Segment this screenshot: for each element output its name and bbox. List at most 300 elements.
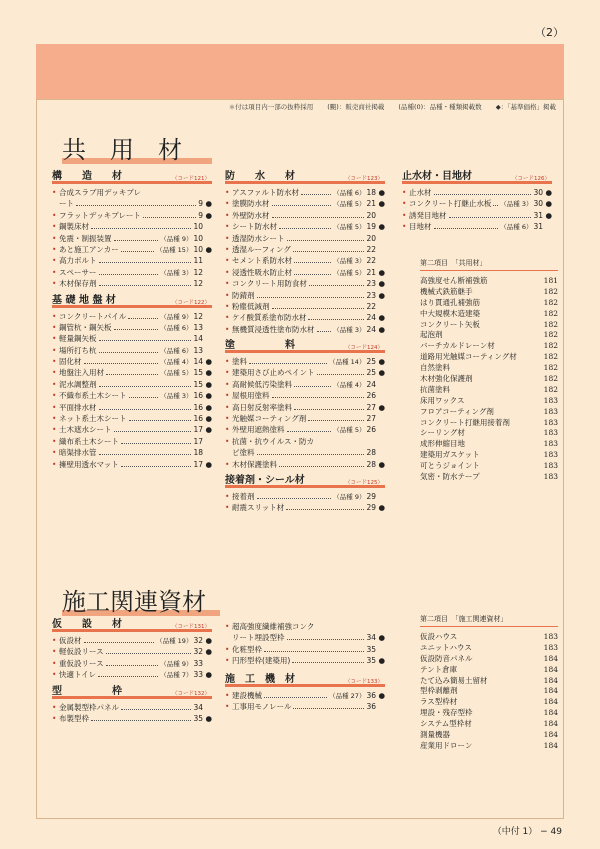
price-mark: ● (378, 313, 385, 323)
item-label: 鋼管杭・鋼矢板 (59, 322, 112, 332)
price-mark: ● (378, 279, 385, 289)
bullet-icon: • (52, 233, 57, 243)
leader-dots (143, 217, 196, 218)
item-page: 25 (366, 357, 376, 367)
item-label: 布製型枠 (59, 713, 89, 723)
bullet-icon: • (52, 244, 57, 254)
item-page: 32 (193, 647, 203, 657)
project-header: 第二項目 「施工関連資材」 (420, 614, 558, 627)
list-item (225, 436, 385, 447)
project-row (420, 428, 558, 439)
item-label: コンクリート用防食材 (232, 279, 307, 289)
item-page: 36 (366, 691, 376, 700)
price-mark: ● (205, 670, 212, 680)
item-label: 建設機械 (232, 691, 262, 700)
list-item (52, 635, 212, 646)
project-row (420, 407, 558, 418)
project-page: 183 (543, 417, 558, 427)
bullet-icon: • (52, 713, 57, 723)
section-title-text: 施工関連資材 (62, 588, 206, 616)
item-label: 軽量鋼矢板 (59, 334, 97, 344)
leader-dots (99, 409, 192, 410)
item-variety-count: （品種 7） (160, 671, 193, 680)
item-page: 14 (193, 357, 203, 367)
leader-dots (99, 352, 159, 353)
category-name: 止水材・目地材 (402, 171, 472, 182)
leader-dots (257, 498, 332, 499)
item-label: 塗膜防水材 (232, 199, 270, 209)
item-variety-count: （品種 3） (160, 268, 193, 277)
project-name: 測量機器 (420, 730, 450, 740)
leader-dots (308, 420, 364, 421)
leader-dots (91, 228, 191, 229)
project-row (420, 298, 558, 309)
item-label: 耐震スリット材 (232, 503, 285, 513)
category-section (52, 618, 212, 681)
category-header (225, 673, 385, 687)
category-code: （コード124） (345, 345, 383, 352)
leader-dots (434, 228, 499, 229)
bullet-icon: • (52, 402, 57, 412)
item-variety-count: （品種 5） (333, 268, 366, 277)
bullet-icon: • (225, 391, 230, 401)
project-row (420, 385, 558, 396)
project-name: 気密・防水テープ (420, 472, 480, 482)
list-item (52, 424, 212, 435)
price-mark: ● (378, 656, 385, 666)
leader-dots (264, 651, 364, 652)
item-label: 建築用さび止めペイント (232, 368, 315, 378)
leader-dots (272, 217, 365, 218)
item-label: シート防水材 (232, 222, 277, 232)
item-label: 木材保護塗料 (232, 459, 277, 469)
category-header (52, 618, 212, 632)
item-page: 26 (366, 391, 376, 401)
item-variety-count: （品種 3） (500, 200, 533, 209)
project-page: 184 (543, 697, 558, 707)
leader-dots (121, 443, 191, 444)
item-page: 21 (366, 267, 376, 277)
project-page: 183 (543, 406, 558, 416)
bullet-icon: • (225, 279, 230, 289)
project-name: 自然塗料 (420, 363, 450, 373)
price-mark: ● (378, 368, 385, 378)
project-name: 床用ワックス (420, 395, 465, 405)
legend-item: ＊付は項目内一部の抜粋採用 (228, 103, 314, 111)
item-label: 固化材 (59, 357, 82, 367)
project-name: 中大規模木造建築 (420, 308, 480, 318)
price-mark: ● (205, 368, 212, 378)
item-variety-count: （品種 3） (160, 392, 193, 401)
bullet-icon: • (225, 313, 230, 323)
list-item (52, 244, 212, 255)
item-variety-count: （品種 9） (333, 492, 366, 501)
project-row (420, 472, 558, 483)
project-name: はり貫通孔補強筋 (420, 297, 480, 307)
item-label: あと施工アンカー (59, 244, 119, 254)
project-page: 182 (543, 363, 558, 373)
project-page: 181 (543, 276, 558, 285)
leader-dots (98, 676, 158, 677)
item-page: 11 (193, 256, 203, 266)
project-row (420, 330, 558, 341)
item-page: 29 (366, 491, 376, 501)
project-name: 産業用ドローン (420, 740, 473, 750)
bullet-icon: • (225, 503, 230, 513)
item-label: アスファルト防水材 (232, 188, 300, 197)
item-page: 31 (533, 210, 543, 220)
price-mark: ● (205, 244, 212, 254)
category-code: （コード133） (345, 679, 383, 685)
item-page: 24 (366, 324, 376, 334)
list-item (225, 301, 385, 312)
project-page: 182 (543, 352, 558, 362)
column-bottom-middle-top (225, 621, 385, 667)
project-name: 起泡剤 (420, 330, 443, 340)
bullet-icon: • (225, 702, 230, 712)
item-page: 17 (193, 459, 203, 469)
price-mark: ● (205, 357, 212, 367)
project-name: 機械式鉄筋継手 (420, 286, 473, 296)
legend-item: ◆：「基準価格」掲載 (495, 103, 556, 111)
list-item (225, 255, 385, 266)
item-label: コンクリート打継止水板 (409, 199, 492, 209)
list-item (52, 198, 212, 209)
item-page: 18 (193, 448, 203, 458)
item-label: 無機質浸透性塗布防水材 (232, 324, 315, 334)
item-label: 透湿防水シート (232, 233, 285, 243)
leader-dots (287, 240, 365, 241)
item-variety-count: （品種 3） (333, 325, 366, 334)
project-page: 183 (543, 395, 558, 405)
bullet-icon: • (52, 279, 57, 289)
item-page: 35 (366, 656, 376, 666)
price-mark: ● (205, 647, 212, 657)
project-name: 抗菌塗料 (420, 384, 450, 394)
column-top-right (402, 170, 552, 237)
project-row (420, 341, 558, 352)
leader-dots (293, 708, 364, 709)
bullet-icon: • (52, 702, 57, 712)
item-label: 高日射反射率塗料 (232, 402, 292, 412)
bullet-icon: • (52, 391, 57, 401)
item-page: 33 (193, 658, 203, 668)
bullet-icon: • (402, 199, 407, 209)
item-page: 36 (366, 702, 376, 712)
list-item (52, 436, 212, 447)
section-title-kyoyo (62, 130, 212, 165)
header-banner (36, 44, 564, 100)
legend (217, 102, 556, 111)
project-row (420, 708, 558, 719)
price-mark: ● (205, 425, 212, 435)
section-title-text: 共 用 材 (62, 136, 182, 164)
item-page: 10 (193, 233, 203, 243)
list-item (225, 413, 385, 424)
list-item (225, 621, 385, 632)
list-item (225, 278, 385, 289)
list-item (52, 322, 212, 333)
bullet-icon: • (225, 290, 230, 300)
item-page: 13 (193, 322, 203, 332)
item-page: 12 (193, 311, 203, 321)
leader-dots (99, 274, 159, 275)
price-mark: ● (378, 503, 385, 513)
list-item (225, 290, 385, 301)
project-name: バーチカルドレーン材 (420, 341, 495, 351)
leader-dots (272, 308, 365, 309)
project-page: 184 (543, 675, 558, 685)
list-item (52, 333, 212, 344)
item-variety-count: （品種 9） (160, 312, 193, 321)
bullet-icon: • (225, 357, 230, 367)
price-mark: ● (205, 459, 212, 469)
item-variety-count: （品種 14） (329, 358, 366, 367)
bullet-icon: • (225, 491, 230, 501)
category-name: 仮 設 材 (52, 619, 122, 630)
leader-dots (99, 454, 192, 455)
list-item (52, 713, 212, 724)
item-page: 15 (193, 368, 203, 378)
item-label: 防錆剤 (232, 290, 255, 300)
leader-dots (317, 331, 332, 332)
project-page: 184 (543, 719, 558, 729)
item-label: 免震・制振装置 (59, 233, 112, 243)
item-variety-count: （品種 4） (160, 358, 193, 367)
item-page: 22 (366, 301, 376, 311)
project-name: フロアコーティング剤 (420, 406, 494, 416)
item-label: 泥水調整剤 (59, 379, 97, 389)
bullet-icon: • (52, 448, 57, 458)
bullet-icon: • (225, 324, 230, 334)
leader-dots (128, 318, 158, 319)
list-item (225, 632, 385, 643)
leader-dots (114, 240, 159, 241)
item-label: 仮設材 (59, 636, 82, 645)
item-page: 12 (193, 279, 203, 289)
project-page: 184 (543, 730, 558, 740)
category-section (225, 170, 385, 335)
bullet-icon: • (52, 379, 57, 389)
bullet-icon: • (225, 691, 230, 700)
category-section (52, 685, 212, 725)
item-label: 塗料 (232, 357, 247, 367)
list-item (225, 502, 385, 513)
leader-dots (294, 386, 331, 387)
item-page: 31 (533, 222, 543, 232)
bullet-icon: • (225, 244, 230, 254)
page-number-bottom: （中付 1） − 49 (492, 827, 562, 837)
bullet-icon: • (225, 188, 230, 197)
project-page: 183 (543, 472, 558, 482)
list-item (52, 267, 212, 278)
list-item (225, 187, 385, 198)
list-item (225, 324, 385, 335)
bullet-icon: • (52, 188, 57, 197)
category-section (225, 673, 385, 713)
project-list-kyoyo (420, 258, 558, 483)
project-name: 可とうジョイント (420, 461, 480, 471)
item-page: 23 (366, 279, 376, 289)
item-label: 平面排水材 (59, 402, 97, 412)
list-item (52, 702, 212, 713)
project-row (420, 276, 558, 287)
category-code: （コード125） (345, 479, 383, 486)
legend-item: (颶)：販売商社掲載 (327, 103, 385, 111)
list-item (225, 424, 385, 435)
column-bottom-middle (225, 673, 385, 717)
project-page: 183 (543, 439, 558, 449)
bullet-icon: • (52, 658, 57, 668)
bullet-icon: • (225, 459, 230, 469)
category-code: （コード126） (512, 176, 550, 182)
category-header (225, 474, 385, 488)
bullet-icon: • (52, 414, 57, 424)
leader-dots (106, 665, 159, 666)
item-variety-count: （品種 9） (160, 234, 193, 243)
project-page: 183 (543, 450, 558, 460)
item-label: 抗菌・抗ウイルス・防カ (232, 436, 315, 446)
price-mark: ● (378, 222, 385, 232)
item-label: リート埋設型枠 (232, 633, 285, 643)
price-mark: ● (205, 636, 212, 645)
leader-dots (106, 653, 192, 654)
item-page: 20 (366, 233, 376, 243)
price-mark: ● (378, 402, 385, 412)
list-item (225, 267, 385, 278)
bullet-icon: • (52, 436, 57, 446)
item-label: 化粧型枠 (232, 644, 262, 654)
project-page: 182 (543, 308, 558, 318)
list-item (225, 367, 385, 378)
project-name: たて込み簡易土留材 (420, 675, 488, 685)
item-page: 22 (366, 244, 376, 254)
item-page: 16 (193, 391, 203, 401)
bullet-icon: • (225, 301, 230, 311)
item-page: 9 (198, 199, 203, 209)
item-page: 34 (366, 633, 376, 643)
leader-dots (293, 251, 365, 252)
item-page: 9 (198, 210, 203, 220)
item-page: 22 (366, 256, 376, 266)
price-mark: ● (205, 713, 212, 723)
item-label: 織布系土木シート (59, 436, 119, 446)
item-variety-count: （品種 5） (333, 223, 366, 232)
project-row (420, 287, 558, 298)
leader-dots (249, 363, 327, 364)
item-label: 円形型枠(建築用) (232, 656, 291, 666)
category-code: （コード123） (345, 176, 383, 182)
list-item (402, 210, 552, 221)
list-item (52, 658, 212, 669)
bullet-icon: • (225, 199, 230, 209)
leader-dots (294, 409, 364, 410)
project-header: 第二項目 「共用材」 (420, 258, 558, 271)
item-label: 暗渠排水管 (59, 448, 97, 458)
item-page: 32 (193, 636, 203, 645)
item-page: 24 (366, 313, 376, 323)
list-item (52, 255, 212, 266)
leader-dots (294, 262, 331, 263)
bullet-icon: • (402, 188, 407, 197)
category-header (52, 170, 212, 184)
bullet-icon: • (225, 368, 230, 378)
item-page: 16 (193, 402, 203, 412)
list-item (52, 459, 212, 470)
category-name: 防 水 材 (225, 171, 295, 182)
legend-item: (品種(0)：品種・種類掲載数 (398, 103, 482, 111)
project-row (420, 363, 558, 374)
project-row (420, 654, 558, 665)
list-item (225, 459, 385, 470)
item-page: 28 (366, 459, 376, 469)
item-page: 35 (366, 644, 376, 654)
project-page: 183 (543, 428, 558, 438)
item-label: 鋼製床材 (59, 222, 89, 232)
item-label: 高力ボルト (59, 256, 97, 266)
project-name: ユニットハウス (420, 642, 472, 652)
project-row (420, 697, 558, 708)
project-name: コンクリート矢板 (420, 319, 480, 329)
list-item (225, 244, 385, 255)
item-label: 誘発目地材 (409, 210, 447, 220)
project-list-sekou (420, 614, 558, 752)
category-code: （コード132） (172, 690, 210, 697)
project-page: 182 (543, 286, 558, 296)
list-item (52, 356, 212, 367)
page-number-top: （2） (535, 26, 564, 39)
category-header (225, 339, 385, 353)
list-item (225, 390, 385, 401)
project-name: 建築用ガスケット (420, 450, 480, 460)
project-page: 183 (543, 632, 558, 641)
leader-dots (493, 205, 498, 206)
category-header (402, 170, 552, 184)
project-row (420, 309, 558, 320)
project-row (420, 741, 558, 752)
project-page: 184 (543, 708, 558, 718)
price-mark: ● (378, 691, 385, 700)
project-name: システム型枠材 (420, 719, 472, 729)
item-page: 10 (193, 222, 203, 232)
project-name: 仮設防音パネル (420, 653, 473, 663)
item-variety-count: （品種 27） (329, 692, 366, 700)
project-name: 埋設・残存型枠 (420, 708, 473, 718)
item-variety-count: （品種 6） (160, 346, 193, 355)
price-mark: ● (205, 391, 212, 401)
project-name: コンクリート打継用接着剤 (420, 417, 510, 427)
item-label: 外壁防水材 (232, 210, 270, 220)
project-page: 184 (543, 664, 558, 674)
bullet-icon: • (52, 425, 57, 435)
leader-dots (121, 251, 154, 252)
project-row (420, 676, 558, 687)
leader-dots (272, 397, 365, 398)
leader-dots (434, 194, 532, 195)
leader-dots (287, 639, 365, 640)
item-page: 33 (193, 670, 203, 680)
item-page: 17 (193, 436, 203, 446)
item-label: セメント系防水材 (232, 256, 292, 266)
project-row (420, 719, 558, 730)
list-item (402, 198, 552, 209)
item-page: 20 (366, 210, 376, 220)
bullet-icon: • (402, 210, 407, 220)
list-item (225, 356, 385, 367)
item-label: 光触媒コーティング剤 (232, 414, 307, 424)
project-row (420, 439, 558, 450)
bullet-icon: • (52, 357, 57, 367)
